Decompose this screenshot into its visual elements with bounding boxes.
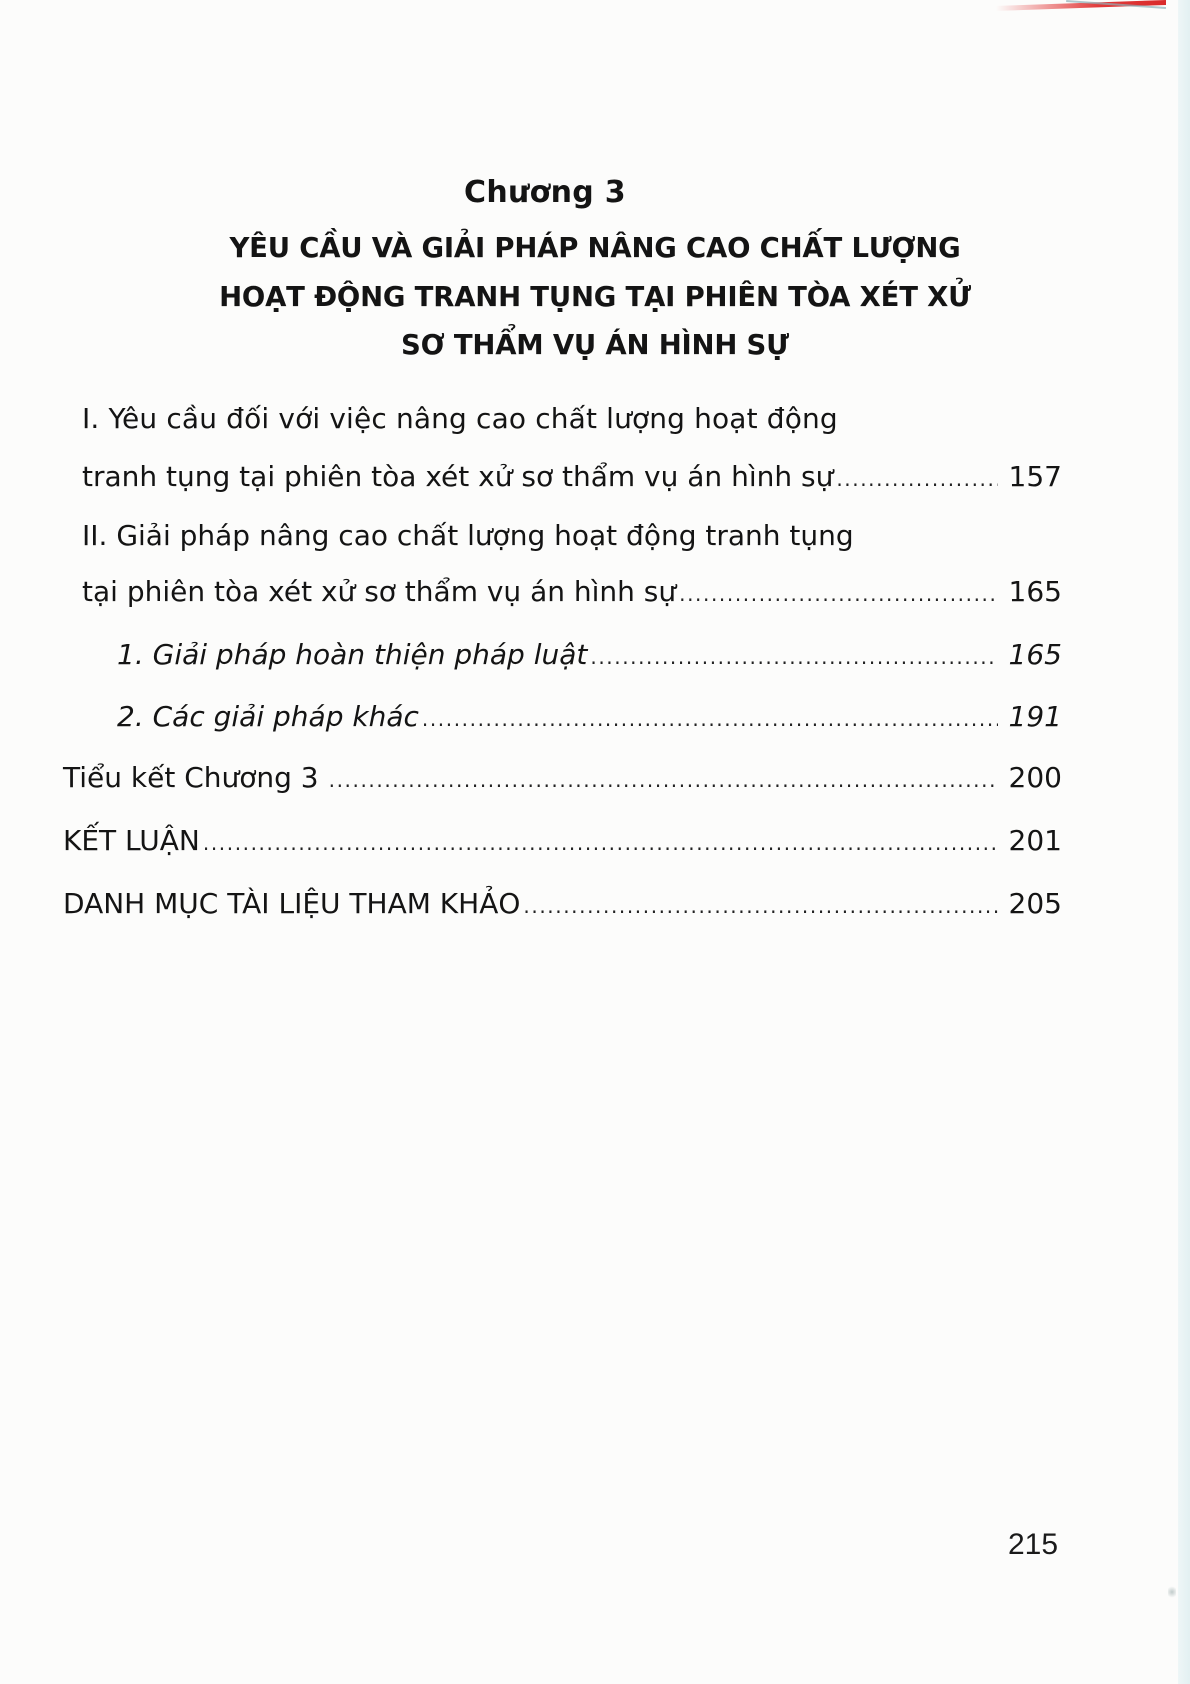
toc-entry-4[interactable] [117, 695, 1062, 739]
scan-artifact [1168, 1585, 1176, 1599]
toc-page-number: 205 [1008, 887, 1062, 920]
toc-entry-2-line-2[interactable] [82, 570, 1062, 614]
page-number: 215 [1008, 1528, 1059, 1561]
toc-entry-text: Tiểu kết Chương 3 [63, 761, 319, 794]
toc-entry-text: tại phiên tòa xét xử sơ thẩm vụ án hình sự [82, 575, 677, 608]
toc-entry-text: tranh tụng tại phiên tòa xét xử sơ thẩm vụ án hình sự [82, 460, 834, 493]
toc-page-number: 191 [1008, 700, 1062, 733]
toc-entry-7[interactable] [63, 882, 1062, 926]
page-edge-strip [1178, 0, 1190, 1684]
toc-page-number: 157 [1008, 460, 1062, 493]
toc-entry-3[interactable] [117, 633, 1062, 677]
toc-entry-1-line-2[interactable] [82, 455, 1062, 499]
toc-entry-5[interactable] [63, 756, 1062, 800]
dot-leader [679, 572, 998, 616]
toc-entry-text: II. Giải pháp nâng cao chất lượng hoạt động tranh tụng [82, 519, 854, 552]
toc-entry-1-line-1 [82, 397, 982, 441]
toc-page-number: 201 [1008, 824, 1062, 857]
dot-leader [422, 697, 998, 741]
chapter-title-line-2: HOẠT ĐỘNG TRANH TỤNG TẠI PHIÊN TÒA XÉT XỬ [219, 280, 971, 313]
dot-leader [590, 635, 998, 679]
chapter-title-line-3: SƠ THẨM VỤ ÁN HÌNH SỰ [401, 329, 789, 361]
chapter-title [95, 224, 1095, 370]
toc-entry-text: I. Yêu cầu đối với việc nâng cao chất lượng hoạt động [82, 402, 838, 435]
toc-entry-text: KẾT LUẬN [63, 824, 200, 857]
chapter-label: Chương 3 [464, 175, 626, 210]
toc-entry-text: DANH MỤC TÀI LIỆU THAM KHẢO [63, 887, 521, 920]
dot-leader [329, 758, 998, 802]
toc-entry-text: 1. Giải pháp hoàn thiện pháp luật [117, 638, 588, 671]
dot-leader [523, 884, 998, 928]
toc-entry-text: 2. Các giải pháp khác [117, 700, 419, 733]
dot-leader [836, 457, 998, 501]
toc-page-number: 200 [1008, 761, 1062, 794]
toc-entry-2-line-1 [82, 514, 982, 558]
toc-page-number: 165 [1008, 575, 1062, 608]
toc-page-number: 165 [1008, 638, 1062, 671]
toc-entry-6[interactable] [63, 819, 1062, 863]
dot-leader [203, 821, 998, 865]
chapter-title-line-1: YÊU CẦU VÀ GIẢI PHÁP NÂNG CAO CHẤT LƯỢNG [229, 232, 961, 264]
